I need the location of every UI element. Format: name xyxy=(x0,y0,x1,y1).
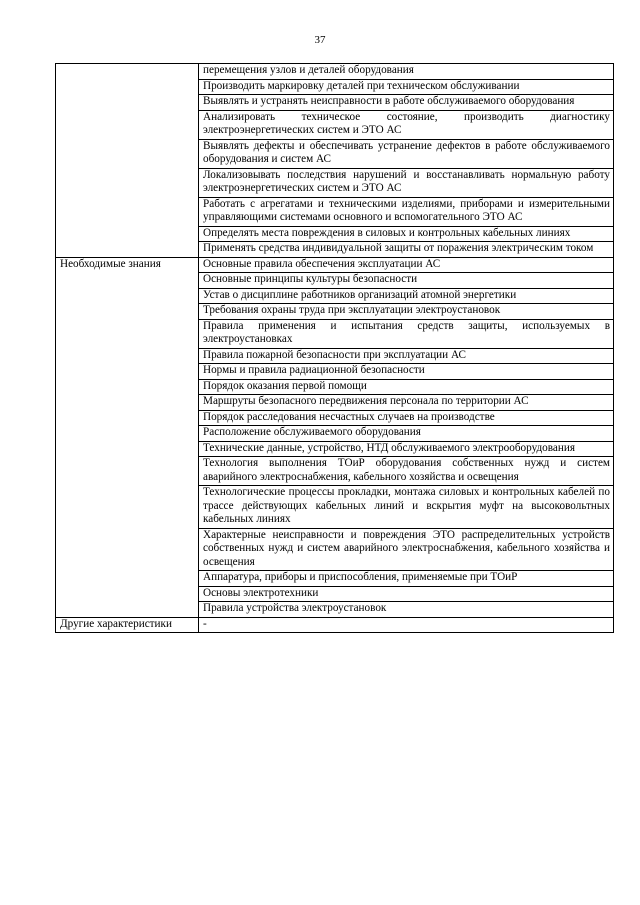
table-cell-item: Локализовывать последствия нарушений и восстанавливать нормальную работу электроэнергетических систем и ЭТО АС xyxy=(199,168,614,197)
table-row xyxy=(56,64,614,80)
table-row xyxy=(56,617,614,633)
table-cell-item: Правила пожарной безопасности при эксплуатации АС xyxy=(199,348,614,364)
table-cell-item: Применять средства индивидуальной защиты от поражения электрическим током xyxy=(199,242,614,258)
table-cell-item: Правила устройства электроустановок xyxy=(199,602,614,618)
table-cell-item: Анализировать техническое состояние, производить диагностику электроэнергетических систем и ЭТО АС xyxy=(199,110,614,139)
table-cell-item: Аппаратура, приборы и приспособления, применяемые при ТОиР xyxy=(199,571,614,587)
table-cell-item: Нормы и правила радиационной безопасности xyxy=(199,364,614,380)
table-cell-item: Расположение обслуживаемого оборудования xyxy=(199,426,614,442)
section-label: Необходимые знания xyxy=(56,257,199,617)
table-cell-item: Порядок оказания первой помощи xyxy=(199,379,614,395)
table-cell-item: - xyxy=(199,617,614,633)
section-label: Другие характеристики xyxy=(56,617,199,633)
table-cell-item: Основные принципы культуры безопасности xyxy=(199,273,614,289)
table-cell-item: Работать с агрегатами и техническими изделиями, приборами и измерительными управляющими системами основного и вспомогательного ЭТО АС xyxy=(199,197,614,226)
table-cell-item: Порядок расследования несчастных случаев на производстве xyxy=(199,410,614,426)
table-cell-item: Требования охраны труда при эксплуатации электроустановок xyxy=(199,304,614,320)
table-cell-item: Технология выполнения ТОиР оборудования собственных нужд и систем аварийного электроснабжения, кабельного хозяйства и освещения xyxy=(199,457,614,486)
page-number: 37 xyxy=(314,34,326,46)
table-cell-item: Технологические процессы прокладки, монтажа силовых и контрольных кабелей по трассе действующих кабельных линий и вскрытия муфт на высоковольтных кабельных линиях xyxy=(199,486,614,529)
table-row xyxy=(56,257,614,273)
table-cell-item: Характерные неисправности и повреждения ЭТО распределительных устройств собственных нужд и систем аварийного электроснабжения, кабельного хозяйства и освещения xyxy=(199,528,614,571)
qualification-table-body xyxy=(56,64,614,633)
table-cell-item: Определять места повреждения в силовых и контрольных кабельных линиях xyxy=(199,226,614,242)
table-cell-item: Производить маркировку деталей при техническом обслуживании xyxy=(199,79,614,95)
table-cell-item: Основные правила обеспечения эксплуатации АС xyxy=(199,257,614,273)
table-cell-item: Устав о дисциплине работников организаций атомной энергетики xyxy=(199,288,614,304)
table-cell-item: Выявлять и устранять неисправности в работе обслуживаемого оборудования xyxy=(199,95,614,111)
table-cell-item: Выявлять дефекты и обеспечивать устранение дефектов в работе обслуживаемого оборудования и систем АС xyxy=(199,139,614,168)
table-cell-item: Технические данные, устройство, НТД обслуживаемого электрооборудования xyxy=(199,441,614,457)
table-cell-item: перемещения узлов и деталей оборудования xyxy=(199,64,614,80)
qualification-table xyxy=(55,63,614,633)
table-cell-item: Правила применения и испытания средств защиты, используемых в электроустановках xyxy=(199,319,614,348)
table-cell-item: Маршруты безопасного передвижения персонала по территории АС xyxy=(199,395,614,411)
section-label xyxy=(56,64,199,258)
table-cell-item: Основы электротехники xyxy=(199,586,614,602)
